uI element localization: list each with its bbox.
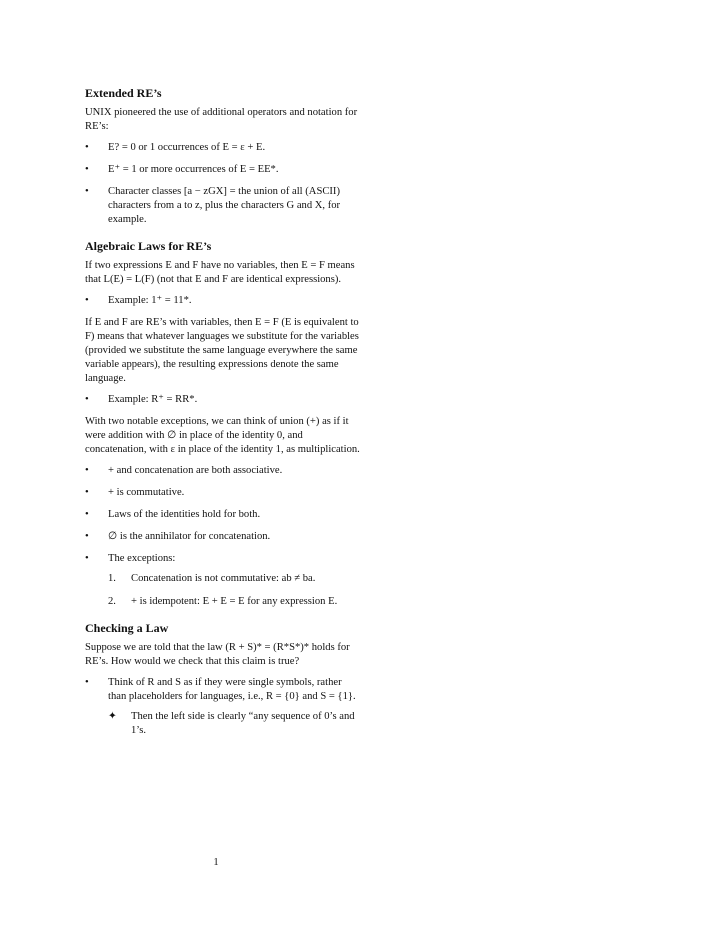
bullet-icon: • bbox=[85, 142, 89, 153]
item-number: 1. bbox=[108, 573, 116, 584]
bullet-icon: • bbox=[85, 509, 89, 520]
list-item: ✦ Then the left side is clearly “any sequence of 0’s and 1’s. bbox=[108, 711, 355, 736]
bullet-icon: • bbox=[85, 465, 89, 476]
paragraph: If E and F are RE’s with variables, then E = F (E is equivalent to F) means that whatever languages we substitute for the variables (provided we substitute the same language everywhere the same variable appears), the resulting expressions denote the same language. bbox=[85, 317, 359, 384]
bullet-icon: • bbox=[85, 295, 89, 306]
paragraph: Suppose we are told that the law (R + S)* = (R*S*)* holds for RE’s. How would we check that this claim is true? bbox=[85, 642, 350, 667]
text-column bbox=[85, 86, 360, 746]
list-item: • + is commutative. bbox=[85, 487, 185, 498]
paragraph: If two expressions E and F have no variables, then E = F means that L(E) = L(F) (not that E and F are identical expressions). bbox=[85, 260, 355, 285]
paragraph: With two notable exceptions, we can think of union (+) as if it were addition with ∅ in place of the identity 0, and concatenation, with ε in place of the identity 1, as multiplication. bbox=[85, 416, 360, 455]
list-item: 1. Concatenation is not commutative: ab ≠ ba. bbox=[108, 573, 316, 584]
item-number: 2. bbox=[108, 596, 116, 607]
section-heading: Algebraic Laws for RE’s bbox=[85, 239, 212, 253]
list-item: • + and concatenation are both associative. bbox=[85, 465, 283, 476]
section-extended-res bbox=[85, 86, 360, 227]
bullet-list bbox=[85, 141, 360, 227]
bullet-icon: • bbox=[85, 487, 89, 498]
list-item: • E? = 0 or 1 occurrences of E = ε + E. bbox=[85, 142, 266, 153]
bullet-list bbox=[85, 464, 360, 609]
bullet-icon: • bbox=[85, 164, 89, 175]
page-number: 1 bbox=[213, 857, 219, 868]
list-item: • Example: 1⁺ = 11*. bbox=[85, 295, 192, 306]
list-item: • The exceptions: 1. Concatenation is not commutative: ab ≠ ba. 2. + is idempotent: E + E = E for any expression E. bbox=[85, 552, 360, 609]
bullet-icon: • bbox=[85, 186, 89, 197]
list-item: • Example: R⁺ = RR*. bbox=[85, 394, 198, 405]
list-item: • ∅ is the annihilator for concatenation. bbox=[85, 531, 271, 542]
bullet-icon: • bbox=[85, 553, 89, 564]
list-item: • Think of R and S as if they were single symbols, rather than placeholders for languages, i.e., R = {0} and S = {1}. ✦ Then the left side is clearly “any sequence of 0’s and 1’s. bbox=[85, 676, 360, 738]
paragraph: UNIX pioneered the use of additional operators and notation for RE’s: bbox=[85, 107, 358, 132]
sub-bullet-list bbox=[108, 710, 360, 738]
bullet-list bbox=[85, 676, 360, 738]
bullet-icon: • bbox=[85, 394, 89, 405]
exceptions-list bbox=[108, 572, 360, 609]
bullet-icon: • bbox=[85, 531, 89, 542]
list-item: • E⁺ = 1 or more occurrences of E = EE*. bbox=[85, 164, 279, 175]
bullet-list bbox=[85, 393, 360, 407]
list-item: • Laws of the identities hold for both. bbox=[85, 509, 261, 520]
section-heading: Extended RE’s bbox=[85, 86, 162, 100]
section-heading: Checking a Law bbox=[85, 621, 169, 635]
bullet-list bbox=[85, 294, 360, 308]
bullet-icon: • bbox=[85, 677, 89, 688]
diamond-bullet-icon: ✦ bbox=[108, 711, 117, 722]
list-item: • Character classes [a − zGX] = the union of all (ASCII) characters from a to z, plus the characters G and X, for example. bbox=[85, 186, 341, 225]
list-item: 2. + is idempotent: E + E = E for any expression E. bbox=[108, 596, 338, 607]
section-algebraic-laws bbox=[85, 239, 360, 609]
section-checking-a-law bbox=[85, 621, 360, 738]
